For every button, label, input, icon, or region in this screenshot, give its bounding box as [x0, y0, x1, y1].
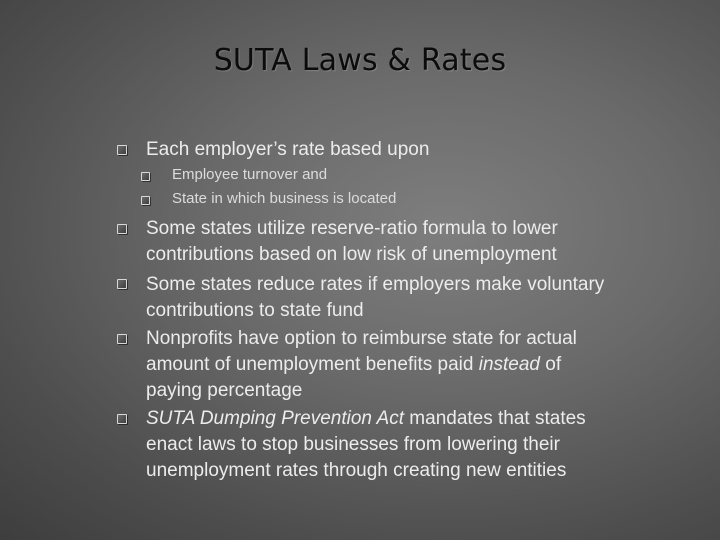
square-bullet-icon — [117, 224, 127, 234]
bullet-text: amount of unemployment benefits paid — [146, 354, 479, 375]
square-bullet-icon — [117, 414, 127, 424]
bullet-text: unemployment rates through creating new entities — [146, 460, 567, 481]
sub-bullet-state: State in which business is located — [172, 190, 397, 207]
bullet-text: of — [540, 354, 562, 375]
bullet-text: Some states utilize reserve-ratio formula to lower — [146, 218, 558, 239]
bullet-text: contributions to state fund — [146, 300, 364, 321]
square-bullet-icon — [117, 145, 127, 155]
slide-title: SUTA Laws & Rates — [213, 43, 507, 78]
bullet-text: paying percentage — [146, 380, 303, 401]
bullet-text: Each employer’s rate based upon — [146, 139, 430, 160]
bullet-text: enact laws to stop businesses from lowering their — [146, 434, 560, 455]
bullet-text: Nonprofits have option to reimburse state for actual — [146, 328, 577, 349]
bullet-text: contributions based on low risk of unemployment — [146, 244, 557, 265]
bullet-nonprofits — [146, 326, 691, 404]
bullet-text-line-1 — [146, 406, 691, 432]
act-name-text: SUTA Dumping Prevention Act — [146, 408, 405, 429]
square-bullet-icon — [141, 196, 150, 205]
bullet-reserve-ratio — [146, 216, 691, 268]
bullet-voluntary-contributions — [146, 272, 691, 324]
sub-bullet-turnover: Employee turnover and — [172, 166, 328, 183]
square-bullet-icon — [141, 172, 150, 181]
square-bullet-icon — [117, 279, 127, 289]
square-bullet-icon — [117, 334, 127, 344]
bullet-suta-dumping — [146, 406, 691, 484]
bullet-employer-rate — [146, 137, 691, 163]
bullet-text: Some states reduce rates if employers make voluntary — [146, 274, 605, 295]
emphasis-text: instead — [478, 354, 540, 375]
bullet-text-line-2 — [146, 352, 691, 378]
bullet-text: mandates that states — [404, 408, 586, 429]
